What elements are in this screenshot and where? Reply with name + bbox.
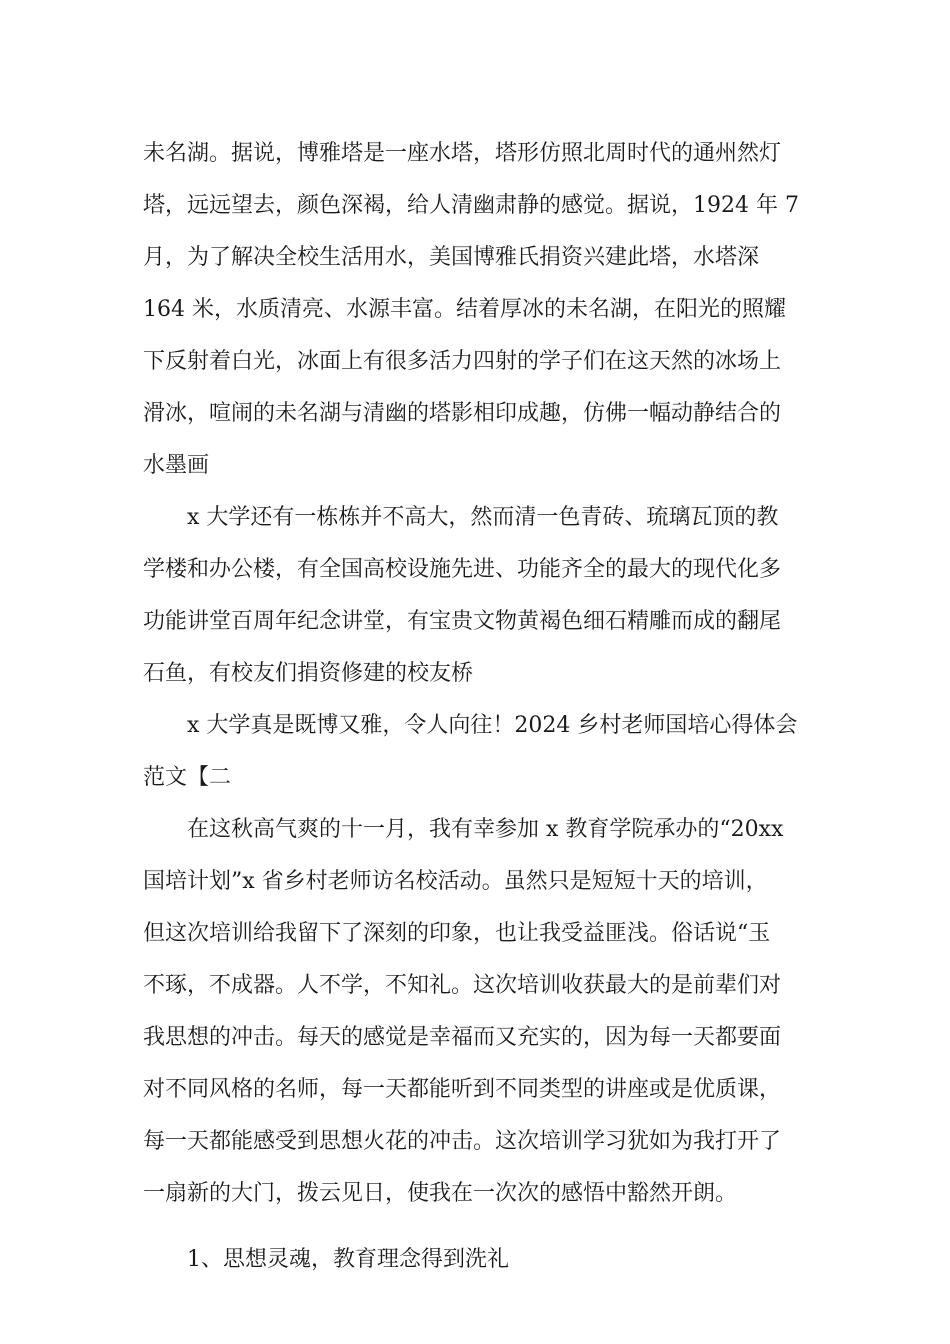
text-line: 一扇新的大门，拨云见日，使我在一次次的感悟中豁然开朗。: [143, 1181, 738, 1206]
document-body: [143, 128, 813, 1286]
text-line: 下反射着白光，冰面上有很多活力四射的学子们在这天然的冰场上: [143, 349, 782, 374]
paragraph-weiming-lake: [143, 128, 813, 492]
text-line: 我思想的冲击。每天的感觉是幸福而又充实的，因为每一天都要面: [143, 1025, 782, 1050]
text-line: 164 米，水质清亮、水源丰富。结着厚冰的未名湖，在阳光的照耀: [143, 297, 786, 322]
paragraph-section-title: [143, 700, 813, 804]
paragraph-campus-buildings: [143, 492, 813, 700]
text-line: 但这次培训给我留下了深刻的印象，也让我受益匪浅。俗话说“玉: [143, 921, 771, 946]
text-line: x 大学还有一栋栋并不高大，然而清一色青砖、琉璃瓦顶的教: [187, 505, 779, 530]
text-line: 水墨画: [143, 453, 210, 478]
text-line: 月，为了解决全校生活用水，美国博雅氏捐资兴建此塔，水塔深: [143, 245, 760, 270]
text-line: 功能讲堂百周年纪念讲堂，有宝贵文物黄褐色细石精雕而成的翻尾: [143, 609, 782, 634]
text-line: 滑冰，喧闹的未名湖与清幽的塔影相印成趣，仿佛一幅动静结合的: [143, 401, 782, 426]
section-heading: 1、思想灵魂，教育理念得到洗礼: [187, 1247, 509, 1272]
text-line: 不琢，不成器。人不学，不知礼。这次培训收获最大的是前辈们对: [143, 973, 782, 998]
text-line: 在这秋高气爽的十一月，我有幸参加 x 教育学院承办的“20xx: [187, 817, 784, 842]
text-line: 国培计划”x 省乡村老师访名校活动。虽然只是短短十天的培训，: [143, 869, 768, 894]
text-line: 学楼和办公楼，有全国高校设施先进、功能齐全的最大的现代化多: [143, 557, 782, 582]
text-line: 石鱼，有校友们捐资修建的校友桥: [143, 661, 474, 686]
paragraph-training-intro: [143, 804, 813, 1220]
text-line: x 大学真是既博又雅，令人向往！2024 乡村老师国培心得体会: [187, 713, 798, 738]
text-line: 范文【二: [143, 765, 232, 790]
text-line: 塔，远远望去，颜色深褐，给人清幽肃静的感觉。据说，1924 年 7: [143, 193, 799, 218]
text-line: 对不同风格的名师，每一天都能听到不同类型的讲座或是优质课，: [143, 1077, 782, 1102]
text-line: 每一天都能感受到思想火花的冲击。这次培训学习犹如为我打开了: [143, 1129, 782, 1154]
text-line: 未名湖。据说，博雅塔是一座水塔，塔形仿照北周时代的通州然灯: [143, 141, 782, 166]
